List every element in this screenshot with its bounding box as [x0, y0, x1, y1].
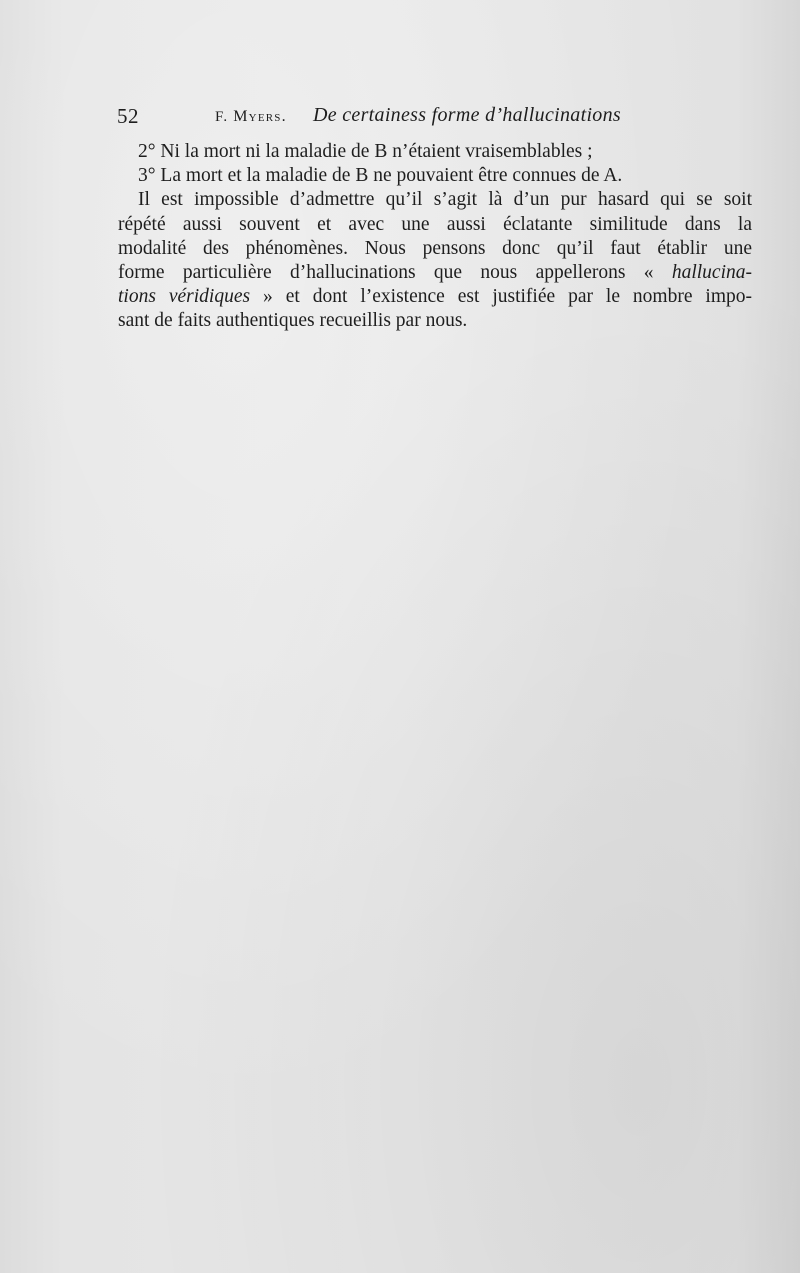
- author-initial: F.: [215, 109, 229, 125]
- paragraph-line-1: Il est impossible d’admettre qu’il s’agit là d’un pur hasard qui se soit: [138, 189, 752, 211]
- paragraph-line-2: répété aussi souvent et avec une aussi éclatante similitude dans la: [118, 213, 752, 235]
- body-text: [118, 140, 752, 334]
- paragraph-line-4-roman: forme particulière d’hallucinations que nous appellerons «: [118, 262, 672, 284]
- paragraph-line-5-italic: tions véridiques: [118, 286, 251, 308]
- list-item-2: 2° Ni la mort ni la maladie de B n’étaient vraisemblables ;: [138, 141, 593, 162]
- list-item-3: 3° La mort et la maladie de B ne pouvaient être connues de A.: [138, 165, 623, 187]
- paragraph-line-5-roman: » et dont l’existence est justifiée par le nombre impo-: [250, 286, 752, 308]
- author-name: Myers.: [233, 108, 287, 125]
- paragraph-line-4: [118, 261, 752, 285]
- page-number: 52: [117, 104, 139, 128]
- paragraph-line-3: modalité des phénomènes. Nous pensons donc qu’il faut établir une: [118, 237, 752, 259]
- paragraph-line-6: sant de faits authentiques recueillis par nous.: [118, 310, 468, 332]
- paragraph-line-4-italic: hallucina-: [671, 262, 752, 284]
- running-head-author: [215, 108, 287, 126]
- paragraph-line-5: [118, 285, 752, 309]
- running-head-title: De certainess forme d’hallucinations: [313, 104, 621, 126]
- running-head: [117, 104, 662, 130]
